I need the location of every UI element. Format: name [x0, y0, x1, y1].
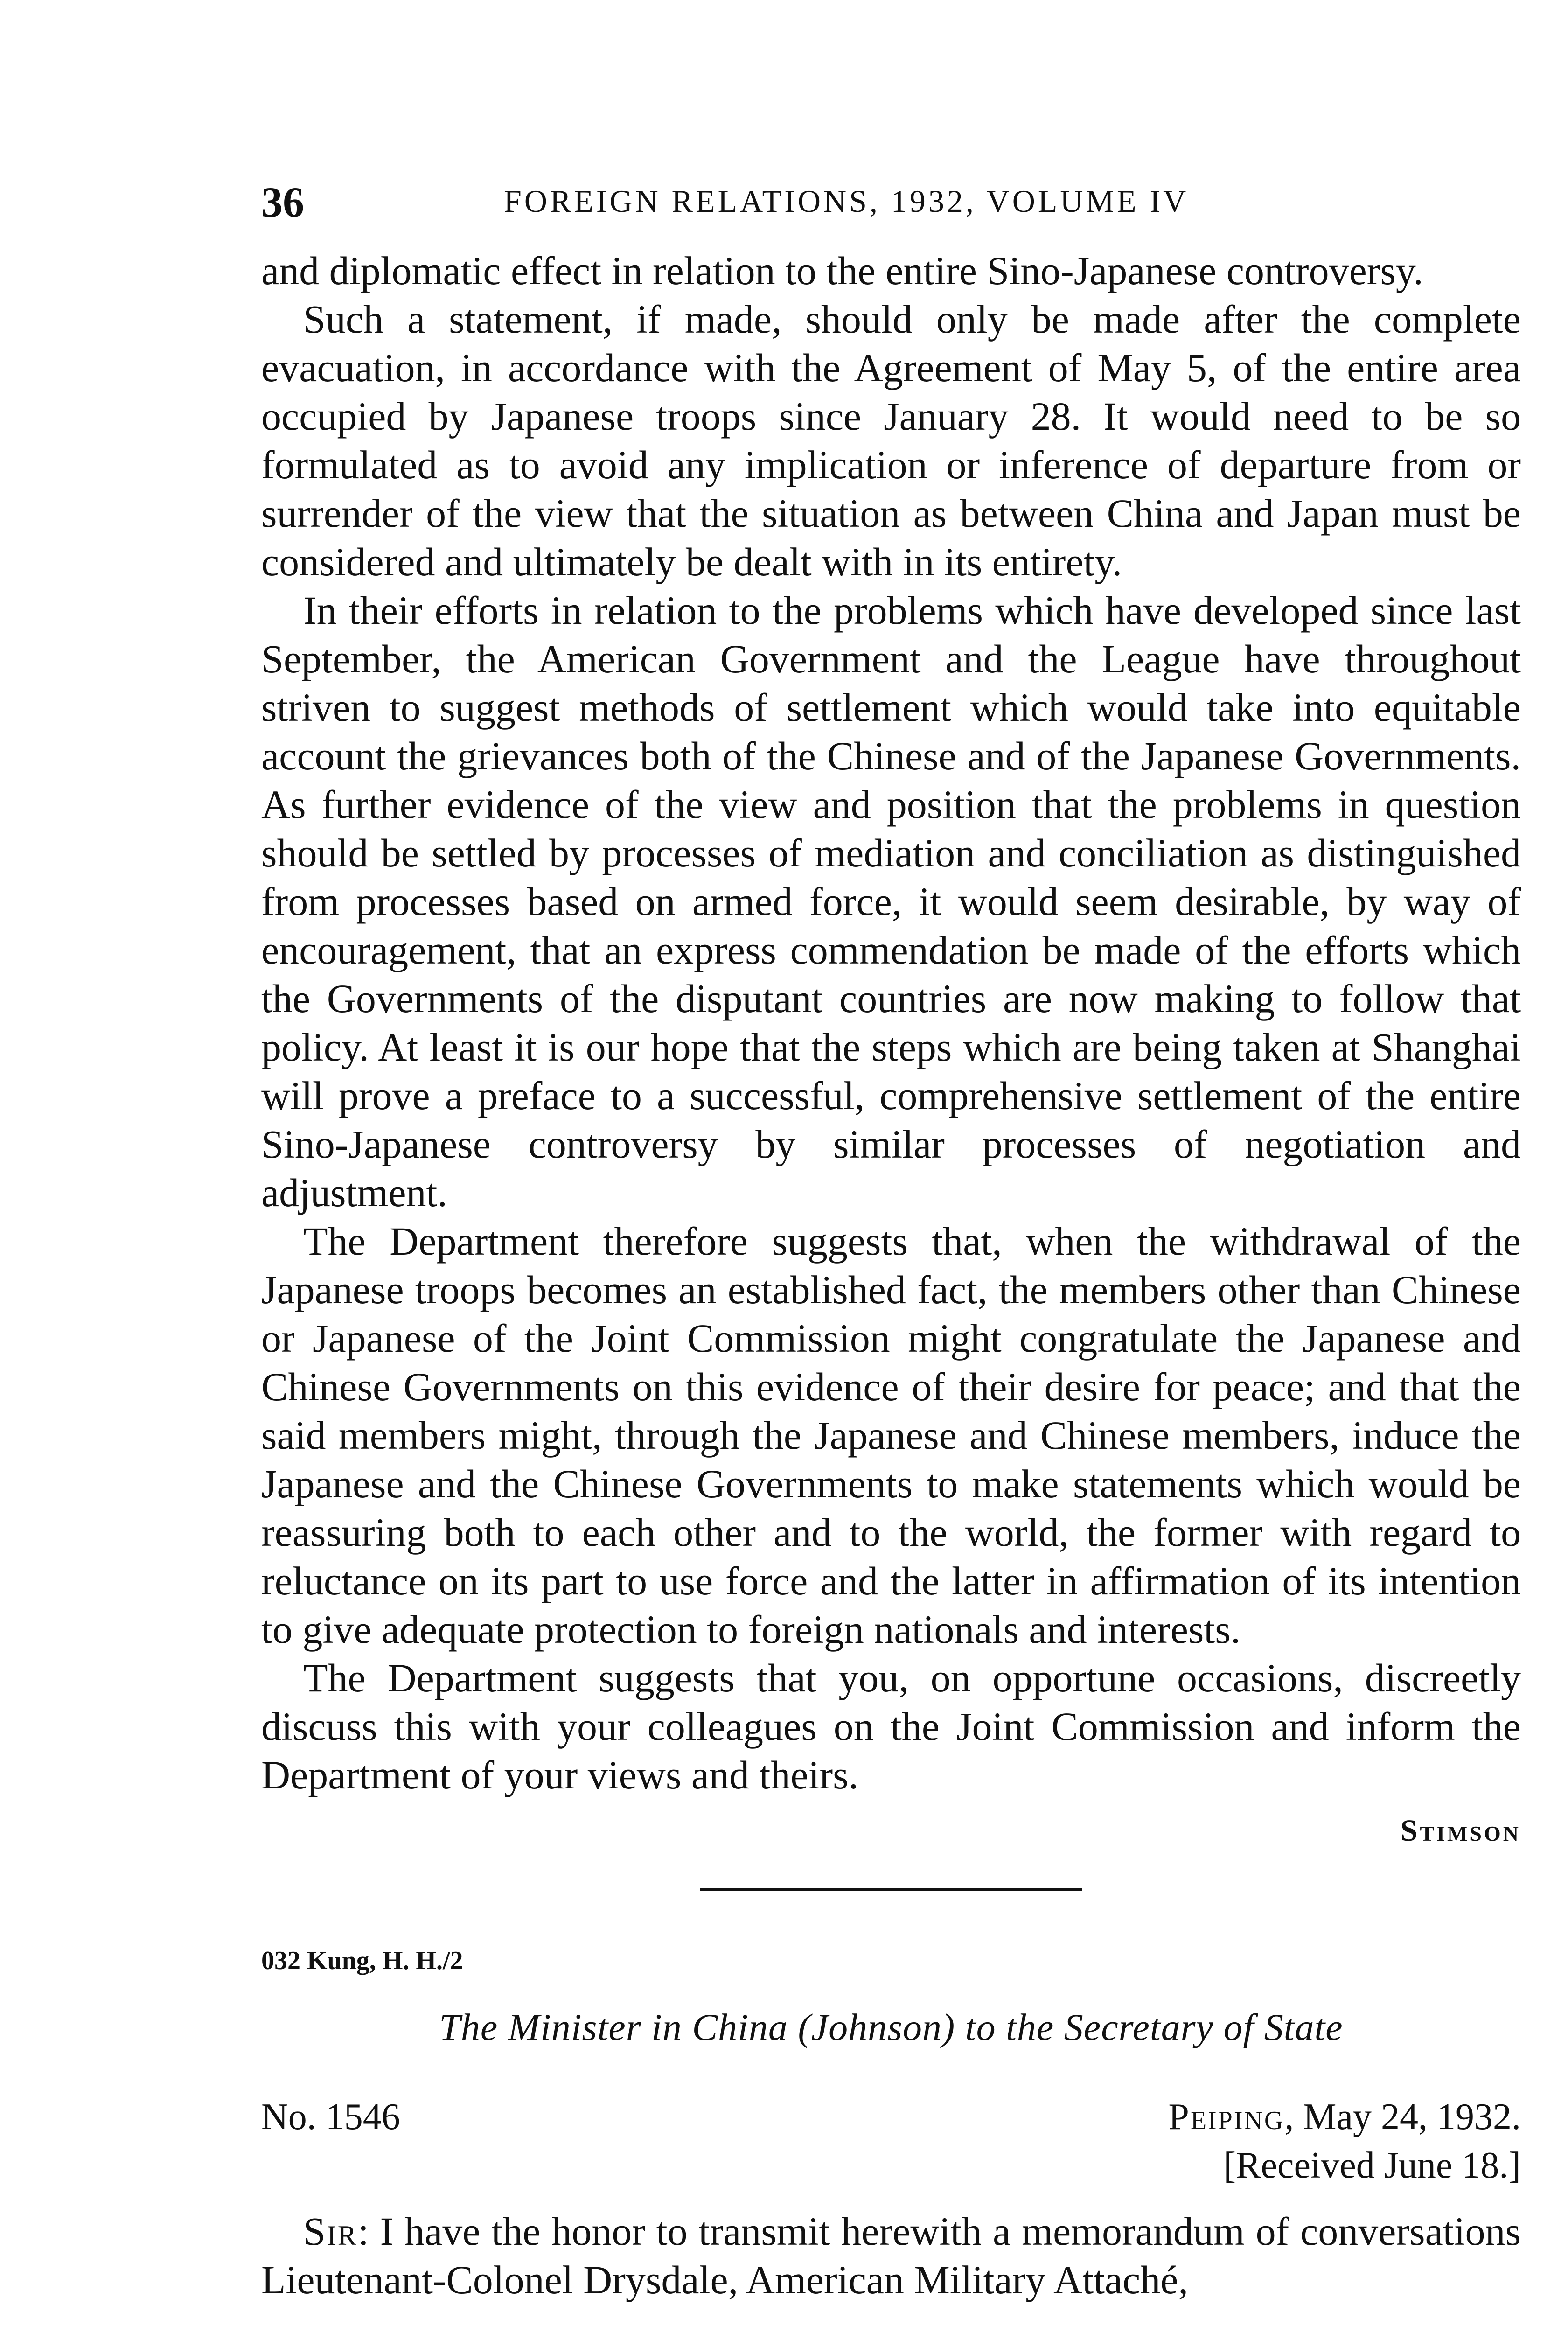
- salutation: Sir: [303, 2209, 358, 2254]
- paragraph: The Department therefore suggests that, when the withdrawal of the Japanese troops becomes an established fact, the members other than Chinese or Japanese of the Joint Commission might congratulate the Japanese and Chinese Governments on this evidence of their desire for peace; and that the said members might, through the Japanese and Chinese members, induce the Japanese and the Chinese Governments to make statements which would be reassuring both to each other and to the world, the former with regard to reluctance on its part to use force and the latter in affirmation of its intention to give adequate protection to foreign nationals and interests.: [261, 1219, 1521, 1652]
- place-date: [1168, 2096, 1521, 2138]
- letter-body: [261, 246, 1521, 1799]
- signature: Stimson: [1400, 1814, 1521, 1848]
- running-title: FOREIGN RELATIONS, 1932, VOLUME IV: [504, 183, 1189, 219]
- running-header: [261, 177, 1521, 233]
- paragraph: In their efforts in relation to the problems which have developed since last September, the American Government and the League have throughout striven to suggest methods of settlement which would take into equitable account the grievances both of the Chinese and of the Japanese Governments. As further evidence of the view and position that the problems in question should be settled by processes of mediation and conciliation as distinguished from processes based on armed force, it would seem desirable, by way of encouragement, that an express commendation be made of the efforts which the Governments of the disputant countries are now making to follow that policy. At least it is our hope that the steps which are being taken at Shanghai will prove a preface to a successful, comprehensive settlement of the entire Sino-Japanese controversy by similar processes of negotiation and adjustment.: [261, 588, 1521, 1215]
- document-heading: The Minister in China (Johnson) to the Secretary of State: [439, 2006, 1343, 2048]
- document-number: No. 1546: [261, 2096, 400, 2137]
- dateline: [261, 2096, 1521, 2194]
- place-name: Peiping: [1168, 2096, 1285, 2137]
- opening-paragraph: [261, 2207, 1521, 2304]
- received-note: [Received June 18.]: [1223, 2145, 1521, 2186]
- paragraph: The Department suggests that you, on opportune occasions, discreetly discuss this with your colleagues on the Joint Commission and inform the Department of your views and theirs.: [261, 1655, 1521, 1797]
- opening-text: : I have the honor to transmit herewith a memorandum of conversations Lieutenant-Colonel Drysdale, American Military Attaché,: [261, 2209, 1521, 2302]
- paragraph: Such a statement, if made, should only be made after the complete evacuation, in accordance with the Agreement of May 5, of the entire area occupied by Japanese troops since January 28. It would need to be so formulated as to avoid any implication or inference of departure from or surrender of the view that the situation as between China and Japan must be considered and ultimately be dealt with in its entirety.: [261, 297, 1521, 584]
- letter-opening: [261, 2207, 1521, 2304]
- page-number: 36: [261, 178, 304, 226]
- paragraph: and diplomatic effect in relation to the entire Sino-Japanese controversy.: [261, 248, 1423, 293]
- date: , May 24, 1932.: [1284, 2096, 1521, 2137]
- document-page: [261, 177, 1521, 2304]
- section-divider: [700, 1888, 1082, 1891]
- file-number: 032 Kung, H. H./2: [261, 1946, 463, 1975]
